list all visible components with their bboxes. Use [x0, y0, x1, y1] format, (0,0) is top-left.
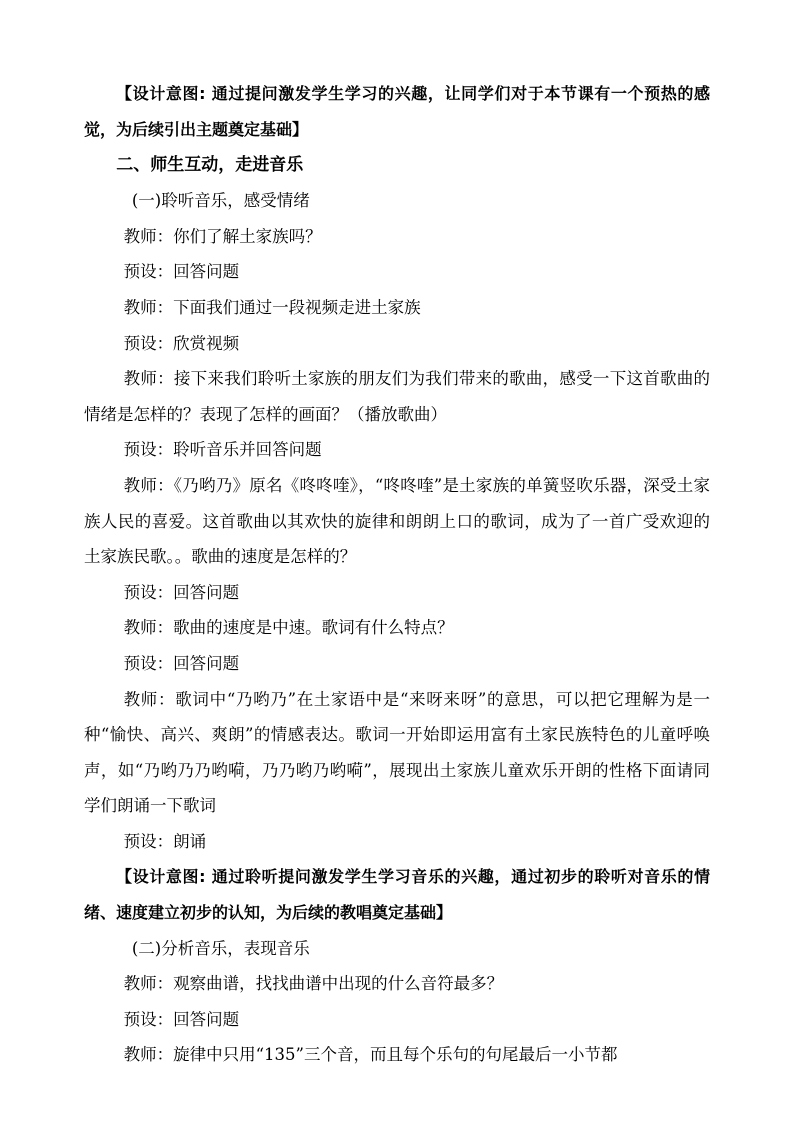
teacher-line: 教师：歌曲的速度是中速。歌词有什么特点？: [123, 618, 454, 638]
preset-line: 预设：回答问题: [123, 262, 240, 282]
preset-line: 预设：朗诵: [123, 831, 207, 851]
teacher-line: 教师：你们了解土家族吗？: [123, 226, 322, 246]
subsection-heading: (一)聆听音乐，感受情绪: [131, 191, 310, 211]
teacher-line: 教师：《乃哟乃》原名《咚咚喹》，“咚咚喹”是土家族的单簧竖吹乐器，深受土家族人民的喜爱。这首歌曲以其欢快的旋律和朗朗上口的歌词，成为了一首广受欢迎的土家族民歌。。歌曲的速度是怎样的？: [84, 475, 710, 567]
subsection-heading: (二)分析音乐，表现音乐: [131, 938, 310, 958]
preset-line: 预设：欣赏视频: [123, 333, 240, 353]
teacher-line: 教师：接下来我们聆听土家族的朋友们为我们带来的歌曲，感受一下这首歌曲的情绪是怎样的？表现了怎样的画面？（播放歌曲）: [84, 369, 710, 424]
design-intent-paragraph: 【设计意图: 通过提问激发学生学习的兴趣，让同学们对于本节课有一个预热的感觉，为后续引出主题奠定基础】: [84, 84, 710, 139]
teacher-line: 教师：歌词中“乃哟乃”在土家语中是“来呀来呀”的意思，可以把它理解为是一种“愉快、高兴、爽朗”的情感表达。歌词一开始即运用富有土家民族特色的儿童呼唤声，如“乃哟乃乃哟嗬，乃乃哟乃哟嗬”，展现出土家族儿童欢乐开朗的性格下面请同学们朗诵一下歌词: [84, 689, 710, 816]
preset-line: 预设：聆听音乐并回答问题: [123, 440, 322, 460]
document-body: [84, 76, 710, 1073]
teacher-line: 教师：下面我们通过一段视频走进土家族: [123, 297, 421, 317]
teacher-line: 教师：观察曲谱，找找曲谱中出现的什么音符最多？: [123, 974, 504, 994]
design-intent-paragraph: 【设计意图: 通过聆听提问激发学生学习音乐的兴趣，通过初步的聆听对音乐的情绪、速度建立初步的认知，为后续的教唱奠定基础】: [84, 867, 710, 923]
teacher-line: 教师：旋律中只用“135”三个音，而且每个乐句的句尾最后一小节都: [123, 1045, 618, 1065]
preset-line: 预设：回答问题: [123, 653, 240, 673]
preset-line: 预设：回答问题: [123, 582, 240, 602]
preset-line: 预设：回答问题: [123, 1009, 240, 1029]
section-heading: 二、师生互动，走进音乐: [116, 155, 304, 176]
